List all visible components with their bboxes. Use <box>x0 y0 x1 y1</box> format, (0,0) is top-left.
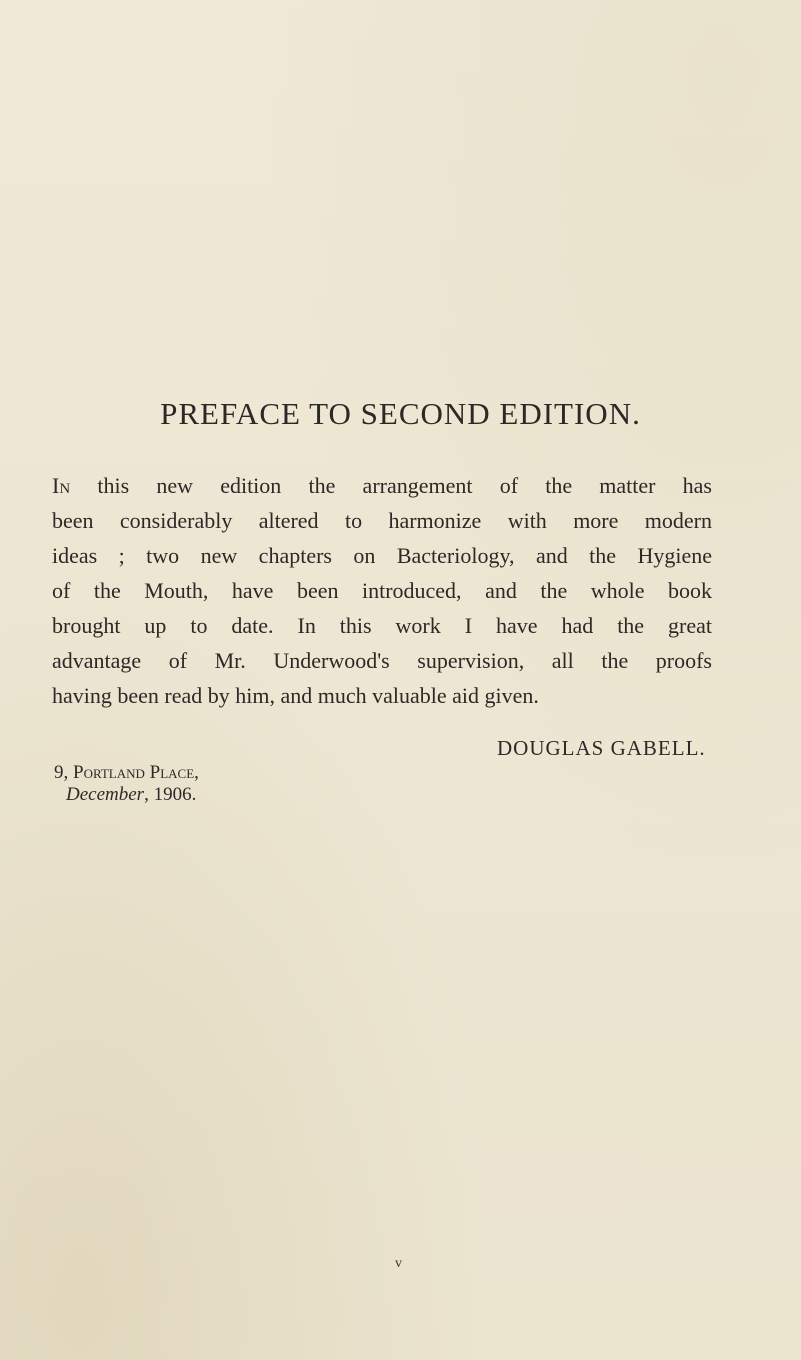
page-number: v <box>395 1256 402 1271</box>
address-date <box>54 784 199 806</box>
address-place: 9, Portland Place, <box>54 762 199 783</box>
address-block <box>54 762 199 806</box>
paragraph-line: having been read by him, and much valuable aid given. <box>52 683 539 708</box>
lead-in-small-caps: In <box>52 473 71 498</box>
date-month: December <box>66 784 145 805</box>
author-signature: DOUGLAS GABELL. <box>497 736 706 760</box>
paragraph-line-text: this new edition the arrangement of the matter has <box>70 473 712 498</box>
paragraph-line: been considerably altered to harmonize with more modern <box>52 508 712 533</box>
paragraph-line: of the Mouth, have been introduced, and the whole book <box>52 578 712 603</box>
paragraph-line <box>52 468 712 503</box>
paragraph-line: advantage of Mr. Underwood's supervision, all the proofs <box>52 648 712 673</box>
paragraph-line: brought up to date. In this work I have had the great <box>52 613 712 638</box>
page-title: PREFACE TO SECOND EDITION. <box>160 396 641 431</box>
paragraph-line: ideas ; two new chapters on Bacteriology, and the Hygiene <box>52 543 712 568</box>
date-year: , 1906. <box>144 784 197 805</box>
preface-paragraph <box>52 468 712 713</box>
